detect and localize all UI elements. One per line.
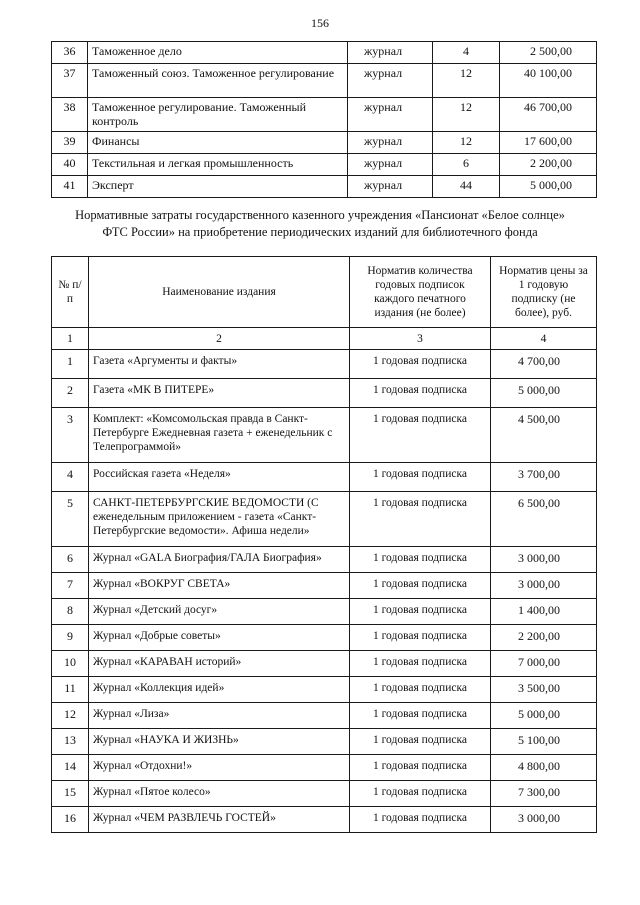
continued-periodicals-table (51, 41, 597, 198)
table-row (52, 132, 597, 154)
column-number-row (52, 328, 597, 350)
publication-name: Таможенное дело (88, 42, 348, 64)
price: 4 800,00 (491, 755, 597, 781)
column-number: 4 (491, 328, 597, 350)
row-number: 7 (52, 573, 89, 599)
price: 3 000,00 (491, 807, 597, 833)
table-row (52, 64, 597, 98)
price: 3 700,00 (491, 463, 597, 492)
price: 3 000,00 (491, 547, 597, 573)
subscription-quantity: 1 годовая подписка (350, 807, 491, 833)
price: 6 500,00 (491, 492, 597, 547)
table-row (52, 379, 597, 408)
table-row (52, 651, 597, 677)
subscription-quantity: 1 годовая подписка (350, 547, 491, 573)
price: 7 300,00 (491, 781, 597, 807)
price: 2 500,00 (500, 42, 597, 64)
publication-type: журнал (348, 98, 433, 132)
price: 5 000,00 (491, 379, 597, 408)
table-row (52, 573, 597, 599)
periodicals-norms-table (51, 256, 597, 833)
price: 17 600,00 (500, 132, 597, 154)
table-row (52, 463, 597, 492)
subscription-quantity: 1 годовая подписка (350, 408, 491, 463)
issues-count: 4 (433, 42, 500, 64)
column-number: 3 (350, 328, 491, 350)
table-row (52, 807, 597, 833)
issues-count: 12 (433, 132, 500, 154)
publication-name: Журнал «НАУКА И ЖИЗНЬ» (89, 729, 350, 755)
publication-name: Журнал «ВОКРУГ СВЕТА» (89, 573, 350, 599)
publication-name: Газета «МК В ПИТЕРЕ» (89, 379, 350, 408)
price: 46 700,00 (500, 98, 597, 132)
price: 2 200,00 (491, 625, 597, 651)
row-number: 10 (52, 651, 89, 677)
publication-name: Журнал «Лиза» (89, 703, 350, 729)
row-number: 4 (52, 463, 89, 492)
publication-name: Журнал «Пятое колесо» (89, 781, 350, 807)
row-number: 1 (52, 350, 89, 379)
table-row (52, 781, 597, 807)
publication-name: Журнал «Добрые советы» (89, 625, 350, 651)
price: 1 400,00 (491, 599, 597, 625)
row-number: 16 (52, 807, 89, 833)
price: 4 500,00 (491, 408, 597, 463)
column-number: 1 (52, 328, 89, 350)
row-number: 41 (52, 176, 88, 198)
table-row (52, 154, 597, 176)
row-number: 14 (52, 755, 89, 781)
price: 5 100,00 (491, 729, 597, 755)
row-number: 11 (52, 677, 89, 703)
publication-type: журнал (348, 132, 433, 154)
table-row (52, 703, 597, 729)
issues-count: 44 (433, 176, 500, 198)
subscription-quantity: 1 годовая подписка (350, 755, 491, 781)
row-number: 3 (52, 408, 89, 463)
publication-name: Эксперт (88, 176, 348, 198)
row-number: 37 (52, 64, 88, 98)
row-number: 38 (52, 98, 88, 132)
subscription-quantity: 1 годовая подписка (350, 492, 491, 547)
publication-name: Российская газета «Неделя» (89, 463, 350, 492)
table-row (52, 729, 597, 755)
table-row (52, 98, 597, 132)
header-qty: Норматив количества годовых подписок каждого печатного издания (не более) (350, 257, 491, 328)
publication-type: журнал (348, 176, 433, 198)
publication-type: журнал (348, 64, 433, 98)
row-number: 13 (52, 729, 89, 755)
publication-name: Комплект: «Комсомольская правда в Санкт-Петербурге Ежедневная газета + еженедельник с Телепрограммой» (89, 408, 350, 463)
header-price: Норматив цены за 1 годовую подписку (не более), руб. (491, 257, 597, 328)
subscription-quantity: 1 годовая подписка (350, 599, 491, 625)
row-number: 39 (52, 132, 88, 154)
table-row (52, 350, 597, 379)
subscription-quantity: 1 годовая подписка (350, 651, 491, 677)
section-title (40, 207, 600, 241)
publication-type: журнал (348, 154, 433, 176)
subscription-quantity: 1 годовая подписка (350, 379, 491, 408)
subscription-quantity: 1 годовая подписка (350, 703, 491, 729)
row-number: 9 (52, 625, 89, 651)
publication-name: Журнал «ЧЕМ РАЗВЛЕЧЬ ГОСТЕЙ» (89, 807, 350, 833)
page-number: 156 (311, 16, 329, 30)
row-number: 36 (52, 42, 88, 64)
issues-count: 12 (433, 98, 500, 132)
publication-name: Газета «Аргументы и факты» (89, 350, 350, 379)
subscription-quantity: 1 годовая подписка (350, 781, 491, 807)
subscription-quantity: 1 годовая подписка (350, 573, 491, 599)
subscription-quantity: 1 годовая подписка (350, 350, 491, 379)
section-title-line-2: ФТС России» на приобретение периодических изданий для библиотечного фонда (102, 225, 538, 239)
publication-name: Текстильная и легкая промышленность (88, 154, 348, 176)
table-row (52, 408, 597, 463)
issues-count: 6 (433, 154, 500, 176)
issues-count: 12 (433, 64, 500, 98)
header-no: № п/п (52, 257, 89, 328)
subscription-quantity: 1 годовая подписка (350, 677, 491, 703)
table-row (52, 547, 597, 573)
price: 4 700,00 (491, 350, 597, 379)
table-row (52, 677, 597, 703)
table-row (52, 755, 597, 781)
table-row (52, 492, 597, 547)
price: 2 200,00 (500, 154, 597, 176)
row-number: 2 (52, 379, 89, 408)
publication-name: Журнал «Коллекция идей» (89, 677, 350, 703)
price: 40 100,00 (500, 64, 597, 98)
row-number: 12 (52, 703, 89, 729)
price: 5 000,00 (491, 703, 597, 729)
subscription-quantity: 1 годовая подписка (350, 463, 491, 492)
subscription-quantity: 1 годовая подписка (350, 625, 491, 651)
price: 3 000,00 (491, 573, 597, 599)
publication-name: Таможенное регулирование. Таможенный контроль (88, 98, 348, 132)
table-row (52, 599, 597, 625)
publication-type: журнал (348, 42, 433, 64)
price: 5 000,00 (500, 176, 597, 198)
publication-name: Журнал «GALA Биография/ГАЛА Биография» (89, 547, 350, 573)
price: 3 500,00 (491, 677, 597, 703)
row-number: 40 (52, 154, 88, 176)
column-number: 2 (89, 328, 350, 350)
publication-name: Журнал «Отдохни!» (89, 755, 350, 781)
table-row (52, 42, 597, 64)
publication-name: Таможенный союз. Таможенное регулирование (88, 64, 348, 98)
table-row (52, 176, 597, 198)
subscription-quantity: 1 годовая подписка (350, 729, 491, 755)
publication-name: Финансы (88, 132, 348, 154)
row-number: 15 (52, 781, 89, 807)
header-name: Наименование издания (89, 257, 350, 328)
publication-name: Журнал «КАРАВАН историй» (89, 651, 350, 677)
row-number: 5 (52, 492, 89, 547)
row-number: 8 (52, 599, 89, 625)
section-title-line-1: Нормативные затраты государственного казенного учреждения «Пансионат «Белое солнце» (75, 208, 565, 222)
price: 7 000,00 (491, 651, 597, 677)
header-row (52, 257, 597, 328)
publication-name: Журнал «Детский досуг» (89, 599, 350, 625)
table-row (52, 625, 597, 651)
row-number: 6 (52, 547, 89, 573)
publication-name: САНКТ-ПЕТЕРБУРГСКИЕ ВЕДОМОСТИ (С еженедельным приложением - газета «Санкт-Петербургские ведомости». Афиша недели» (89, 492, 350, 547)
